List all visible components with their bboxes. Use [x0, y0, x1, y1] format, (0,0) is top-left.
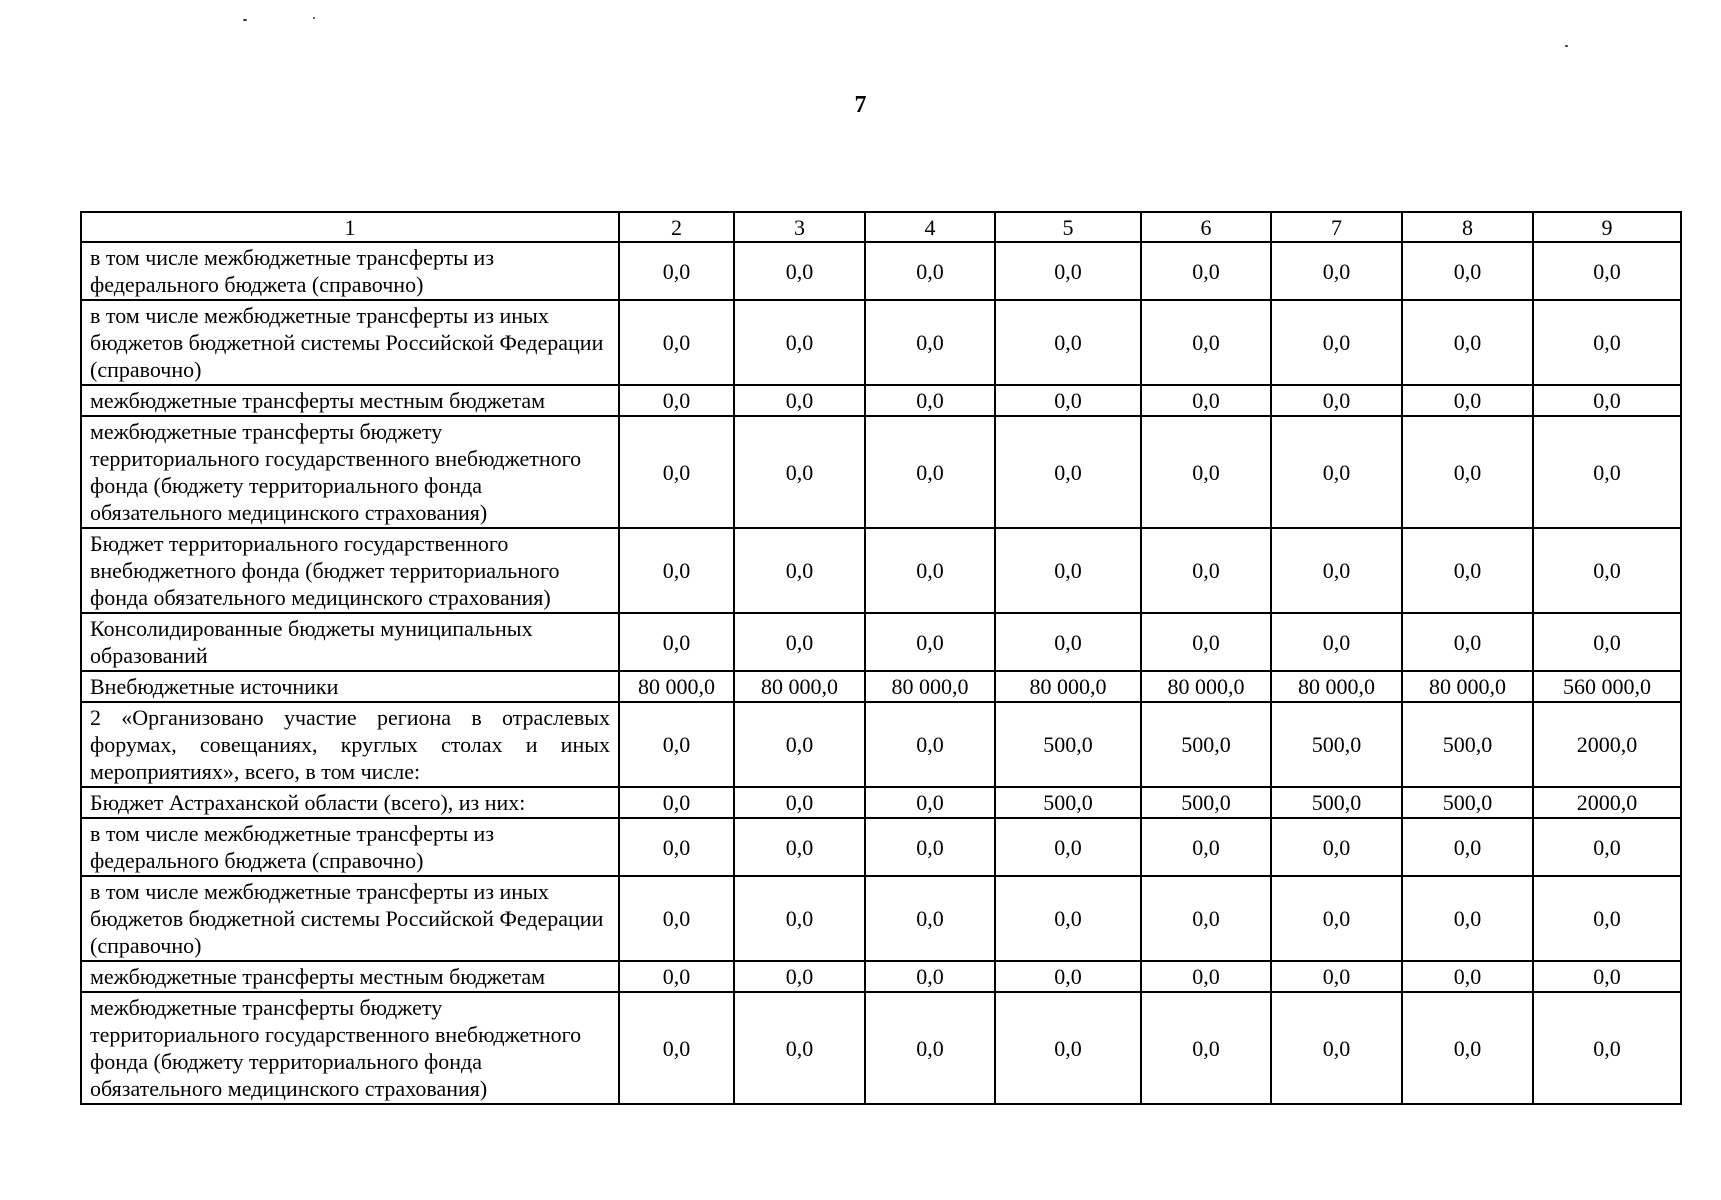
row-label: в том числе межбюджетные трансферты из федерального бюджета (справочно) — [81, 242, 619, 300]
value-cell-col-2: 0,0 — [619, 876, 734, 961]
value-cell-col-8: 0,0 — [1402, 992, 1533, 1104]
table-row — [81, 818, 1681, 876]
value-cell-col-3: 0,0 — [734, 300, 865, 385]
value-cell-col-5: 0,0 — [995, 416, 1141, 528]
value-cell-col-4: 0,0 — [865, 613, 995, 671]
column-header-5: 5 — [995, 212, 1141, 242]
value-cell-col-2: 0,0 — [619, 613, 734, 671]
value-cell-col-5: 0,0 — [995, 300, 1141, 385]
value-cell-col-8: 500,0 — [1402, 787, 1533, 818]
column-header-4: 4 — [865, 212, 995, 242]
scan-speck — [243, 19, 247, 21]
budget-table — [80, 211, 1682, 1105]
table-row — [81, 992, 1681, 1104]
value-cell-col-4: 0,0 — [865, 416, 995, 528]
value-cell-col-2: 0,0 — [619, 385, 734, 416]
column-header-3: 3 — [734, 212, 865, 242]
value-cell-col-8: 500,0 — [1402, 702, 1533, 787]
table-body — [81, 242, 1681, 1104]
value-cell-col-4: 0,0 — [865, 385, 995, 416]
value-cell-col-7: 0,0 — [1271, 818, 1402, 876]
row-label: Внебюджетные источники — [81, 671, 619, 702]
value-cell-col-8: 0,0 — [1402, 528, 1533, 613]
value-cell-col-6: 0,0 — [1141, 613, 1271, 671]
value-cell-col-6: 500,0 — [1141, 702, 1271, 787]
table-row — [81, 528, 1681, 613]
table-row — [81, 613, 1681, 671]
value-cell-col-4: 0,0 — [865, 300, 995, 385]
value-cell-col-7: 0,0 — [1271, 242, 1402, 300]
value-cell-col-3: 0,0 — [734, 613, 865, 671]
value-cell-col-7: 0,0 — [1271, 613, 1402, 671]
value-cell-col-2: 0,0 — [619, 992, 734, 1104]
value-cell-col-4: 0,0 — [865, 961, 995, 992]
value-cell-col-9: 0,0 — [1533, 416, 1681, 528]
value-cell-col-8: 0,0 — [1402, 613, 1533, 671]
value-cell-col-8: 80 000,0 — [1402, 671, 1533, 702]
value-cell-col-6: 0,0 — [1141, 385, 1271, 416]
value-cell-col-7: 500,0 — [1271, 787, 1402, 818]
value-cell-col-6: 0,0 — [1141, 961, 1271, 992]
value-cell-col-5: 0,0 — [995, 385, 1141, 416]
value-cell-col-9: 0,0 — [1533, 992, 1681, 1104]
table-header-row — [81, 212, 1681, 242]
value-cell-col-7: 0,0 — [1271, 961, 1402, 992]
value-cell-col-9: 560 000,0 — [1533, 671, 1681, 702]
value-cell-col-2: 0,0 — [619, 787, 734, 818]
row-label: в том числе межбюджетные трансферты из иных бюджетов бюджетной системы Российской Федерации (справочно) — [81, 300, 619, 385]
value-cell-col-6: 0,0 — [1141, 818, 1271, 876]
value-cell-col-8: 0,0 — [1402, 300, 1533, 385]
row-label: Бюджет Астраханской области (всего), из них: — [81, 787, 619, 818]
value-cell-col-5: 0,0 — [995, 818, 1141, 876]
row-label: межбюджетные трансферты местным бюджетам — [81, 385, 619, 416]
row-label: в том числе межбюджетные трансферты из иных бюджетов бюджетной системы Российской Федерации (справочно) — [81, 876, 619, 961]
value-cell-col-2: 0,0 — [619, 416, 734, 528]
value-cell-col-8: 0,0 — [1402, 416, 1533, 528]
value-cell-col-7: 80 000,0 — [1271, 671, 1402, 702]
table-row — [81, 961, 1681, 992]
value-cell-col-5: 0,0 — [995, 528, 1141, 613]
value-cell-col-9: 2000,0 — [1533, 787, 1681, 818]
value-cell-col-5: 0,0 — [995, 992, 1141, 1104]
value-cell-col-3: 0,0 — [734, 702, 865, 787]
value-cell-col-6: 0,0 — [1141, 300, 1271, 385]
value-cell-col-5: 500,0 — [995, 787, 1141, 818]
table-row — [81, 385, 1681, 416]
scan-speck — [1565, 45, 1568, 47]
value-cell-col-8: 0,0 — [1402, 961, 1533, 992]
value-cell-col-7: 0,0 — [1271, 385, 1402, 416]
value-cell-col-3: 0,0 — [734, 242, 865, 300]
row-label: межбюджетные трансферты бюджету территориального государственного внебюджетного фонда (бюджету территориального фонда обязательного медицинского страхования) — [81, 416, 619, 528]
value-cell-col-3: 0,0 — [734, 961, 865, 992]
value-cell-col-7: 0,0 — [1271, 992, 1402, 1104]
row-label: 2 «Организовано участие региона в отраслевых форумах, совещаниях, круглых столах и иных мероприятиях», всего, в том числе: — [81, 702, 619, 787]
row-label: межбюджетные трансферты местным бюджетам — [81, 961, 619, 992]
value-cell-col-5: 500,0 — [995, 702, 1141, 787]
value-cell-col-9: 0,0 — [1533, 242, 1681, 300]
value-cell-col-4: 0,0 — [865, 992, 995, 1104]
value-cell-col-7: 0,0 — [1271, 416, 1402, 528]
value-cell-col-2: 0,0 — [619, 300, 734, 385]
value-cell-col-4: 0,0 — [865, 818, 995, 876]
value-cell-col-4: 0,0 — [865, 876, 995, 961]
column-header-2: 2 — [619, 212, 734, 242]
column-header-1: 1 — [81, 212, 619, 242]
value-cell-col-8: 0,0 — [1402, 876, 1533, 961]
value-cell-col-5: 0,0 — [995, 242, 1141, 300]
value-cell-col-4: 0,0 — [865, 787, 995, 818]
value-cell-col-2: 0,0 — [619, 818, 734, 876]
value-cell-col-6: 80 000,0 — [1141, 671, 1271, 702]
table-row — [81, 702, 1681, 787]
value-cell-col-7: 0,0 — [1271, 876, 1402, 961]
table-row — [81, 242, 1681, 300]
value-cell-col-9: 0,0 — [1533, 961, 1681, 992]
value-cell-col-3: 80 000,0 — [734, 671, 865, 702]
value-cell-col-9: 0,0 — [1533, 876, 1681, 961]
value-cell-col-3: 0,0 — [734, 992, 865, 1104]
row-label: межбюджетные трансферты бюджету территориального государственного внебюджетного фонда (бюджету территориального фонда обязательного медицинского страхования) — [81, 992, 619, 1104]
value-cell-col-6: 0,0 — [1141, 876, 1271, 961]
value-cell-col-4: 0,0 — [865, 242, 995, 300]
row-label: Консолидированные бюджеты муниципальных образований — [81, 613, 619, 671]
value-cell-col-3: 0,0 — [734, 876, 865, 961]
row-label: Бюджет территориального государственного внебюджетного фонда (бюджет территориального фонда обязательного медицинского страхования) — [81, 528, 619, 613]
value-cell-col-4: 0,0 — [865, 528, 995, 613]
value-cell-col-5: 0,0 — [995, 961, 1141, 992]
column-header-8: 8 — [1402, 212, 1533, 242]
value-cell-col-5: 80 000,0 — [995, 671, 1141, 702]
value-cell-col-3: 0,0 — [734, 416, 865, 528]
value-cell-col-9: 0,0 — [1533, 385, 1681, 416]
value-cell-col-7: 500,0 — [1271, 702, 1402, 787]
value-cell-col-6: 0,0 — [1141, 242, 1271, 300]
value-cell-col-2: 0,0 — [619, 242, 734, 300]
value-cell-col-8: 0,0 — [1402, 385, 1533, 416]
column-header-9: 9 — [1533, 212, 1681, 242]
value-cell-col-3: 0,0 — [734, 818, 865, 876]
value-cell-col-8: 0,0 — [1402, 818, 1533, 876]
value-cell-col-2: 0,0 — [619, 961, 734, 992]
table-row — [81, 416, 1681, 528]
value-cell-col-7: 0,0 — [1271, 300, 1402, 385]
table-row — [81, 787, 1681, 818]
value-cell-col-2: 0,0 — [619, 702, 734, 787]
value-cell-col-5: 0,0 — [995, 876, 1141, 961]
value-cell-col-9: 0,0 — [1533, 818, 1681, 876]
value-cell-col-4: 0,0 — [865, 702, 995, 787]
value-cell-col-4: 80 000,0 — [865, 671, 995, 702]
value-cell-col-6: 500,0 — [1141, 787, 1271, 818]
value-cell-col-3: 0,0 — [734, 385, 865, 416]
value-cell-col-2: 0,0 — [619, 528, 734, 613]
value-cell-col-8: 0,0 — [1402, 242, 1533, 300]
value-cell-col-5: 0,0 — [995, 613, 1141, 671]
value-cell-col-6: 0,0 — [1141, 528, 1271, 613]
page-number: 7 — [854, 92, 867, 118]
value-cell-col-9: 0,0 — [1533, 528, 1681, 613]
table-row — [81, 671, 1681, 702]
value-cell-col-3: 0,0 — [734, 528, 865, 613]
row-label: в том числе межбюджетные трансферты из федерального бюджета (справочно) — [81, 818, 619, 876]
value-cell-col-7: 0,0 — [1271, 528, 1402, 613]
column-header-6: 6 — [1141, 212, 1271, 242]
value-cell-col-9: 0,0 — [1533, 300, 1681, 385]
table-row — [81, 876, 1681, 961]
value-cell-col-6: 0,0 — [1141, 416, 1271, 528]
value-cell-col-3: 0,0 — [734, 787, 865, 818]
value-cell-col-9: 2000,0 — [1533, 702, 1681, 787]
value-cell-col-2: 80 000,0 — [619, 671, 734, 702]
value-cell-col-9: 0,0 — [1533, 613, 1681, 671]
scan-speck — [313, 17, 315, 19]
column-header-7: 7 — [1271, 212, 1402, 242]
value-cell-col-6: 0,0 — [1141, 992, 1271, 1104]
table-row — [81, 300, 1681, 385]
